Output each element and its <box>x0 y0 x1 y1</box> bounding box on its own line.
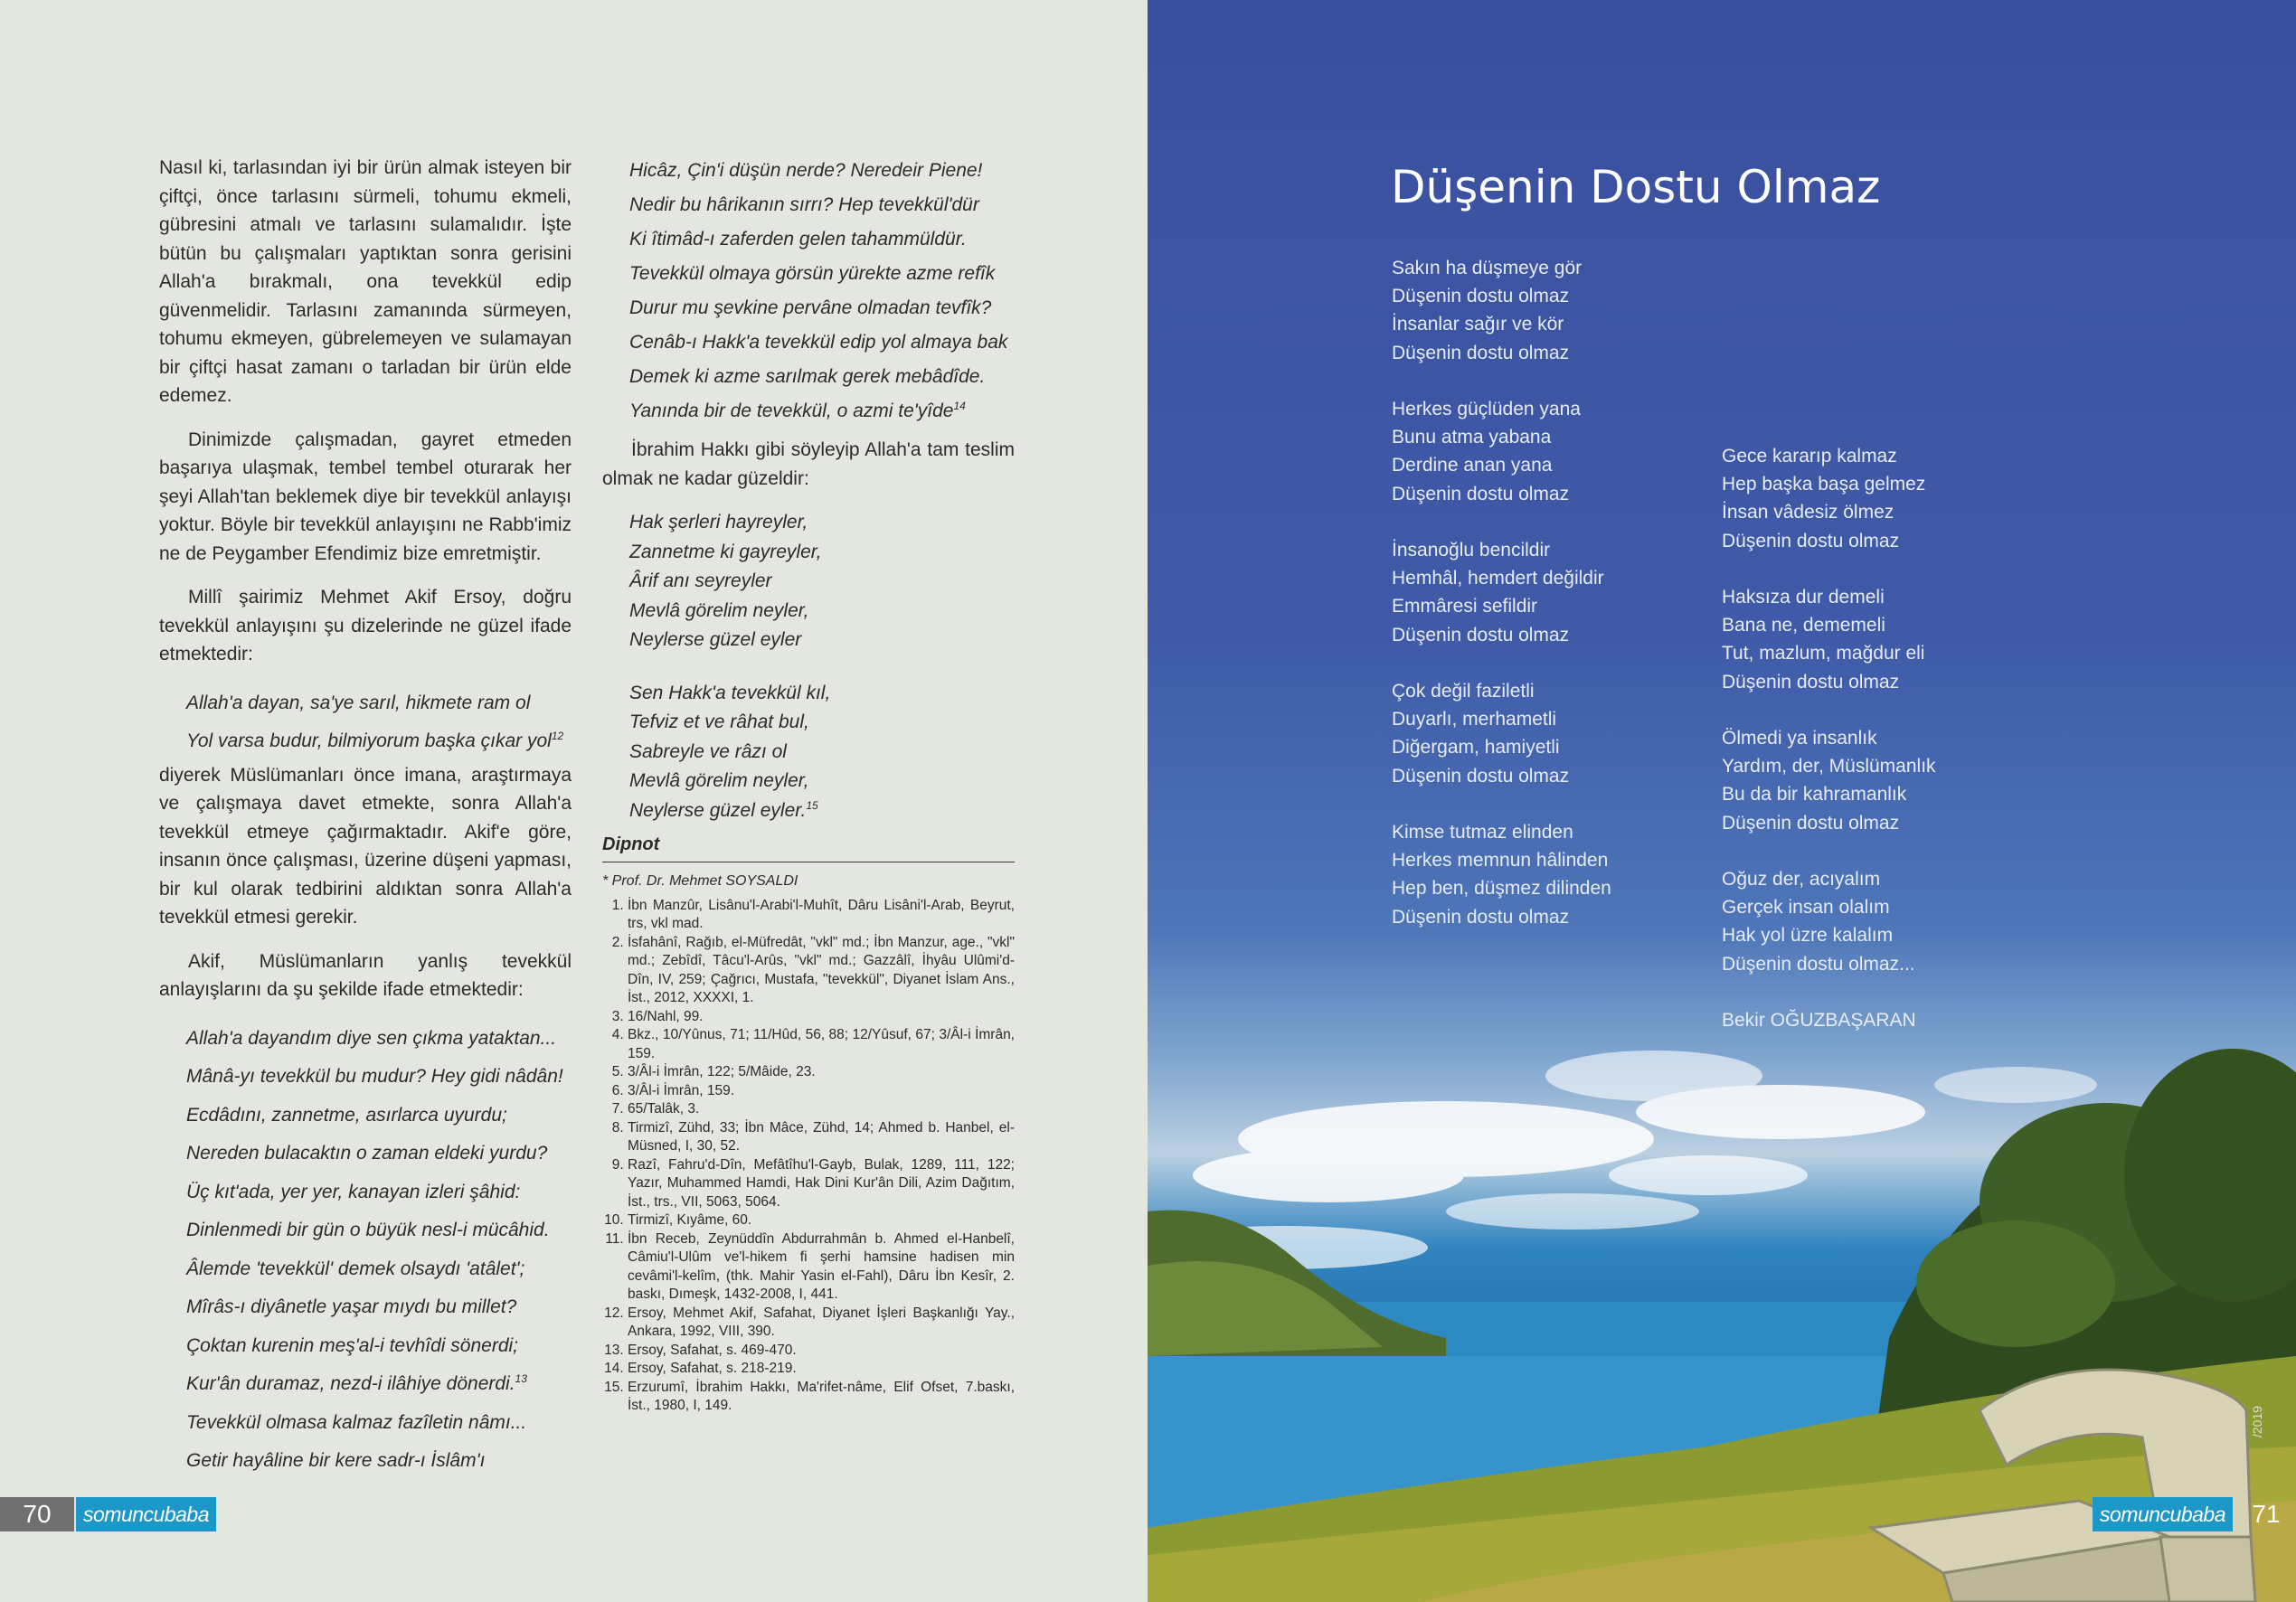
poem-line: Bu da bir kahramanlık <box>1722 784 1907 806</box>
poem-line: Çok değil faziletli <box>1392 681 1535 702</box>
footnote-ref: 13 <box>515 1372 527 1385</box>
poem-stanza <box>1392 677 1611 790</box>
paragraph: Akif, Müslümanların yanlış tevekkül anlayışlarını da şu şekilde ifade etmektedir: <box>159 950 572 1000</box>
footnote-ref: 15 <box>806 798 818 812</box>
footnote-item: 5. 3/Âl-i İmrân, 122; 5/Mâide, 23. <box>628 1063 1015 1082</box>
poem-title: Düşenin Dostu Olmaz <box>1391 161 1881 213</box>
poem-stanza <box>1722 442 1936 555</box>
footnote-item: 11. İbn Receb, Zeynüddîn Abdurrahmân b. Ahmed el-Hanbelî, Câmiu'l-Ulûm ve'l-hikem fi şerhi hamsine hadisen min cevâmi'l-kelîm, (thk. Mahir Yasin el-Fahl), Dâru İbn Kesîr, 2. baskı, Dımeşk, 1432-2008, I, 441. <box>628 1230 1015 1305</box>
footnote-item: 14. Ersoy, Safahat, s. 218-219. <box>628 1360 1015 1379</box>
poem-line: Kimse tutmaz elinden <box>1392 822 1573 843</box>
verse-line: Neylerse güzel eyler <box>629 629 802 650</box>
poem-line: Diğergam, hamiyetli <box>1392 737 1560 759</box>
verse-line: Allah'a dayandım diye sen çıkma yataktan... <box>186 1027 557 1049</box>
poem-line: İnsanoğlu bencildir <box>1392 540 1551 561</box>
poem-line: Hep başka başa gelmez <box>1722 474 1926 495</box>
poem-line: Düşenin dostu olmaz... <box>1722 953 1915 975</box>
poem-stanza <box>1392 818 1611 931</box>
verse-line: Tefviz et ve râhat bul, <box>629 711 809 732</box>
verse-line: Durur mu şevkine pervâne olmadan tevfîk? <box>629 297 992 318</box>
poem-line: Düşenin dostu olmaz <box>1392 342 1570 363</box>
footnote-item: 6. 3/Âl-i İmrân, 159. <box>628 1082 1015 1101</box>
left-column-1 <box>159 154 572 1481</box>
verse-line: Mîrâs-ı diyânetle yaşar mıydı bu millet? <box>186 1296 517 1317</box>
paragraph: diyerek Müslümanları önce imana, araştırmaya ve çalışmaya davet etmekte, sonra Allah'a tevekkül etmeye çağırmaktadır. Akif'e göre, insanın önce çalışması, üzerine düşeni yapması, bir kul olarak tedbirini aldıktan sonra Allah'a tevekkül etmesi gerekir. <box>159 764 572 928</box>
poem-line: Ölmedi ya insanlık <box>1722 728 1877 749</box>
footnote-item: 7. 65/Talâk, 3. <box>628 1100 1015 1119</box>
verse-line: Çoktan kurenin meş'al-i tevhîdi sönerdi; <box>186 1334 519 1356</box>
verse-line: Ecdâdını, zannetme, asırlarca uyurdu; <box>186 1104 507 1126</box>
poem-column-2 <box>1722 442 1936 1034</box>
footnote-item: 2. İsfahânî, Rağıb, el-Müfredât, "vkl" md.; İbn Manzur, age., "vkl" md.; Zebîdî, Tâcu'l-Arûs, "vkl" md.; Gazzâlî, İhyâu Ulûmi'd-Dîn, IV, 259; Çağrıcı, Mustafa, "tevekkül", Diyanet İslam Ans., İst., 2012, XXXXI, 1. <box>628 934 1015 1008</box>
page-footer <box>2100 1497 2296 1531</box>
footnote-item: 15. Erzurumî, İbrahim Hakkı, Ma'rifet-nâme, Elif Ofset, 7.baskı, İst., 1980, I, 149. <box>628 1379 1015 1416</box>
poem-line: Yardım, der, Müslümanlık <box>1722 756 1936 777</box>
verse-line: Mevlâ görelim neyler, <box>629 770 809 791</box>
poem-line: Düşenin dostu olmaz <box>1392 906 1570 928</box>
paragraph: Nasıl ki, tarlasından iyi bir ürün almak isteyen bir çiftçi, önce tarlasını sürmeli, tohumu ekmeli, gübresini atmalı ve tarlasını sulamalıdır. İşte bütün bu çalışmaları yaptıktan sonra gerisini Allah'a bırakmalı, ona tevekkül edip güvenmelidir. Tarlasını zamanında sürmeyen, tohumu ekmeyen, gübrelemeyen ve sulamayan bir çiftçi hasat zamanı o tarladan bir ürün elde edemez. <box>159 157 572 406</box>
verse-line: Mânâ-yı tevekkül bu mudur? Hey gidi nâdân! <box>186 1066 563 1087</box>
verse-line: Dinlenmedi bir gün o büyük nesl-i mücâhid. <box>186 1220 550 1240</box>
poem-line: Derdine anan yana <box>1392 455 1553 476</box>
poem-line: Düşenin dostu olmaz <box>1392 483 1570 504</box>
poem-stanza <box>1722 724 1936 837</box>
footnote-ref: 14 <box>953 400 966 412</box>
poem-line: Düşenin dostu olmaz <box>1392 765 1570 787</box>
verse-line: Tevekkül olmaya görsün yürekte azme refîk <box>629 263 996 284</box>
magazine-logo: somuncubaba <box>76 1497 216 1531</box>
poem-line: İnsan vâdesiz ölmez <box>1722 502 1894 523</box>
paragraph: Dinimizde çalışmadan, gayret etmeden başarıya ulaşmak, tembel tembel oturarak her şeyi Allah'tan beklemek diye bir tevekkül anlayışı yoktur. Böyle bir tevekkül anlayışını ne Rabb'imiz ne de Peygamber Efendimiz bize emretmiştir. <box>159 429 572 564</box>
footnote-item: 3. 16/Nahl, 99. <box>628 1008 1015 1027</box>
verse-line: Âlemde 'tevekkül' demek olsaydı 'atâlet'; <box>186 1258 525 1279</box>
poem-line: Düşenin dostu olmaz <box>1722 671 1900 693</box>
footnote-item: 8. Tirmizî, Zühd, 33; İbn Mâce, Zühd, 14; Ahmed b. Hanbel, el-Müsned, I, 30, 52. <box>628 1119 1015 1156</box>
verse-line: Cenâb-ı Hakk'a tevekkül edip yol almaya bak <box>629 332 1008 353</box>
poem-line: Hemhâl, hemdert değildir <box>1392 568 1604 589</box>
magazine-logo: somuncubaba <box>2093 1497 2233 1531</box>
verse-line: Üç kıt'ada, yer yer, kanayan izleri şâhid: <box>186 1181 521 1202</box>
verse-line: Kur'ân duramaz, nezd-i ilâhiye dönerdi.$^{13}$ <box>186 1372 527 1394</box>
poem-line: Gerçek insan olalım <box>1722 897 1890 919</box>
paragraph: Millî şairimiz Mehmet Akif Ersoy, doğru tevekkül anlayışını şu dizelerinde ne güzel ifade etmektedir: <box>159 587 572 664</box>
poem-line: Herkes memnun hâlinden <box>1392 850 1609 872</box>
poem-line: Herkes güçlüden yana <box>1392 399 1581 419</box>
verse-line: Neylerse güzel eyler.$^{15}$ <box>629 798 818 821</box>
poem-stanza <box>1392 536 1611 649</box>
poem-line: Gece kararıp kalmaz <box>1722 446 1897 466</box>
verse-line: Demek ki azme sarılmak gerek mebâdîde. <box>629 366 986 387</box>
poem-line: Oğuz der, acıyalım <box>1722 869 1881 890</box>
page-number: 70 <box>0 1497 74 1531</box>
footnote-item: 4. Bkz., 10/Yûnus, 71; 11/Hûd, 56, 88; 12/Yûsuf, 67; 3/Âl-i İmrân, 159. <box>628 1026 1015 1063</box>
footnote-list <box>602 897 1015 1416</box>
author-note: * Prof. Dr. Mehmet SOYSALDI <box>602 872 798 889</box>
left-column-2 <box>602 154 1015 1416</box>
poem-line: Duyarlı, merhametli <box>1392 709 1557 730</box>
poem-line: Tut, mazlum, mağdur eli <box>1722 643 1925 664</box>
poem-line: Hep ben, düşmez dilinden <box>1392 878 1611 900</box>
poem-line: Düşenin dostu olmaz <box>1722 530 1900 551</box>
verse-line: Mevlâ görelim neyler, <box>629 599 809 621</box>
poem-line: Düşenin dostu olmaz <box>1392 624 1570 646</box>
verse-line: Hicâz, Çin'i düşün nerde? Neredeir Piene! <box>629 160 983 181</box>
verse-line: Nereden bulacaktın o zaman eldeki yurdu? <box>186 1143 548 1164</box>
verse-line: Yol varsa budur, bilmiyorum başka çıkar yol$^{12}$ <box>186 730 564 751</box>
poem-line: Haksıza dur demeli <box>1722 587 1885 608</box>
verse-line: Hak şerleri hayreyler, <box>629 512 808 532</box>
page-footer <box>0 1497 209 1531</box>
page-number: 71 <box>2252 1500 2281 1528</box>
verse-line: Nedir bu hârikanın sırrı? Hep tevekkül'dür <box>629 194 979 215</box>
verse-line: Ârif anı seyreyler <box>629 570 772 591</box>
verse-line: Allah'a dayan, sa'ye sarıl, hikmete ram ol <box>186 692 531 713</box>
poem-line: Düşenin dostu olmaz <box>1392 286 1570 307</box>
poem-stanza <box>1722 583 1936 696</box>
poem-column-1 <box>1392 254 1611 959</box>
poem-line: Düşenin dostu olmaz <box>1722 812 1900 834</box>
footnote-item: 12. Ersoy, Mehmet Akif, Safahat, Diyanet İşleri Başkanlığı Yay., Ankara, 1992, VIII, 390. <box>628 1305 1015 1342</box>
footnote-item: 9. Razî, Fahru'd-Dîn, Mefâtîhu'l-Gayb, Bulak, 1289, 111, 122; Yazır, Muhammed Hamdi, Hak Dini Kur'ân Dili, Azim Dağıtım, İst., trs., VII, 5063, 5064. <box>628 1156 1015 1212</box>
verse-line: Ki îtimâd-ı zaferden gelen tahammüldür. <box>629 229 967 250</box>
footnotes-heading: Dipnot <box>602 831 1015 862</box>
verse-line: Sabreyle ve râzı ol <box>629 740 787 762</box>
poem-line: Bana ne, dememeli <box>1722 615 1885 636</box>
paragraph: İbrahim Hakkı gibi söyleyip Allah'a tam teslim olmak ne kadar güzeldir: <box>602 439 1015 489</box>
poem-line: İnsanlar sağır ve kör <box>1392 314 1564 335</box>
footnote-item: 10. Tirmizî, Kıyâme, 60. <box>628 1211 1015 1230</box>
poem-line: Emmâresi sefildir <box>1392 596 1538 617</box>
poem-stanza <box>1392 254 1611 367</box>
poem-stanza <box>1722 865 1936 978</box>
poem-author: Bekir OĞUZBAŞARAN <box>1722 1010 1916 1031</box>
poem-stanza <box>1392 395 1611 508</box>
right-page <box>1148 0 2296 1602</box>
verse-line: Tevekkül olmasa kalmaz fazîletin nâmı... <box>186 1411 527 1433</box>
poem-line: Hak yol üzre kalalım <box>1722 925 1894 947</box>
verse-line: Sen Hakk'a tevekkül kıl, <box>629 682 831 703</box>
footnote-item: 1. İbn Manzûr, Lisânu'l-Arabi'l-Muhît, Dâru Lisâni'l-Arab, Beyrut, trs, vkl mad. <box>628 897 1015 934</box>
footnote-ref: 12 <box>551 730 564 742</box>
verse-line: Zannetme ki gayreyler, <box>629 541 822 562</box>
poem-line: Sakın ha düşmeye gör <box>1392 258 1583 278</box>
verse-line: Getir hayâline bir kere sadr-ı İslâm'ı <box>186 1450 486 1471</box>
issue-date-vertical: /2019 <box>2250 1405 2264 1437</box>
verse-line: Yanında bir de tevekkül, o azmi te'yîde$^{14}$ <box>629 400 966 421</box>
footnote-item: 13. Ersoy, Safahat, s. 469-470. <box>628 1342 1015 1361</box>
poem-line: Bunu atma yabana <box>1392 427 1552 448</box>
